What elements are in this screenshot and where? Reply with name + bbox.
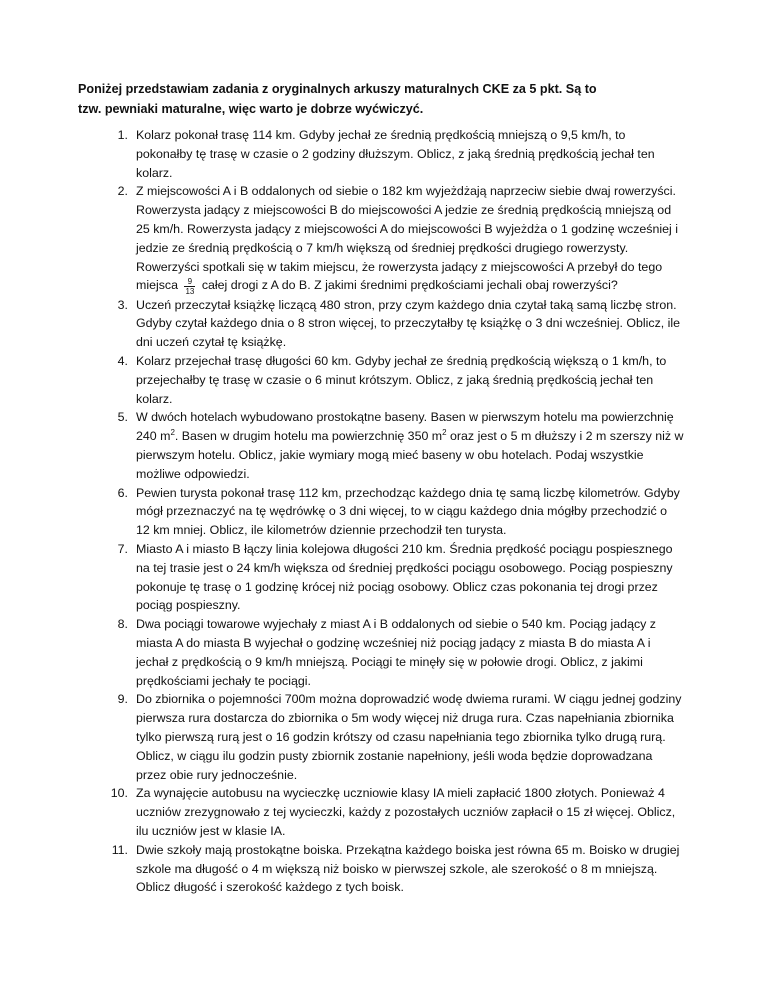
intro-line-2: tzw. pewniaki maturalne, więc warto je dobrze wyćwiczyć.: [78, 102, 424, 116]
task-text: Do zbiornika o pojemności 700m można doprowadzić wodę dwiema rurami. W ciągu jednej godziny pierwsza rura dostarcza do zbiornika o 5m wody więcej niż druga rura. Czas napełniania zbiornika tylko pierwszą rurą jest o 16 godzin krótszy od czasu napełniania tego zbiornika tylko drugą rurą. Oblicz, w ciągu ilu godzin pusty zbiornik zostanie napełniony, jeśli woda będzie doprowadzana przez obie rury jednocześnie.: [136, 692, 682, 782]
task-item-6: [104, 484, 684, 540]
task-number: 1.: [117, 128, 128, 142]
task-text: Za wynajęcie autobusu na wycieczkę uczniowie klasy IA mieli zapłacić 1800 złotych. Ponieważ 4 uczniów zrezygnowało z tej wycieczki, każdy z pozostałych uczniów zapłacił o 15 zł więcej. Oblicz, ilu uczniów jest w klasie IA.: [136, 786, 676, 838]
task-text: W dwóch hotelach wybudowano prostokątne baseny. Basen w pierwszym hotelu ma powierzchnię 240 m: [136, 410, 674, 444]
task-text-continued: całej drogi z A do B. Z jakimi średnimi prędkościami jechali obaj rowerzyści?: [201, 278, 618, 293]
task-item-2: [104, 182, 684, 295]
intro-line-1: Poniżej przedstawiam zadania z oryginalnych arkuszy maturalnych CKE za 5 pkt. Są to: [78, 82, 597, 96]
fraction-denominator: 13: [185, 286, 195, 296]
superscript: 2: [170, 428, 175, 438]
task-number: 2.: [117, 184, 128, 199]
task-item-7: [104, 540, 684, 615]
task-number: 4.: [117, 353, 128, 368]
task-item-3: [104, 296, 684, 352]
task-number: 3.: [117, 297, 128, 312]
intro-paragraph: [78, 79, 678, 119]
task-text: Pewien turysta pokonał trasę 112 km, przechodząc każdego dnia tę samą liczbę kilometrów. Gdyby mógł przeznaczyć na tę wędrówkę o 3 dni więcej, to w ciągu każdego dnia mógłby przechodzić o 12 km mniej. Oblicz, ile kilometrów dziennie przechodził ten turysta.: [136, 485, 680, 538]
task-text-continued: . Basen w drugim hotelu ma powierzchnię 350 m: [174, 429, 443, 444]
task-text: Dwa pociągi towarowe wyjechały z miast A i B oddalonych od siebie o 540 km. Pociąg jadący z miasta A do miasta B wyjechał o godzinę wcześniej niż pociąg jadący z miasta B do miasta A i jechał z prędkością o 9 km/h mniejszą. Pociągi te minęły się w połowie drogi. Oblicz, z jakimi prędkościami jechały te pociągi.: [136, 617, 656, 688]
task-text: Kolarz przejechał trasę długości 60 km. Gdyby jechał ze średnią prędkością większą o 1 km/h, to przejechałby tę trasę w czasie o 6 minut krótszym. Oblicz, z jaką średnią prędkością jechał ten kolarz.: [136, 353, 667, 406]
task-number: 11.: [111, 842, 128, 857]
task-text: Uczeń przeczytał książkę liczącą 480 stron, przy czym każdego dnia czytał taką samą liczbę stron. Gdyby czytał każdego dnia o 8 stron więcej, to przeczytałby tę książkę o 3 dni wcześniej. Oblicz, ile dni uczeń czytał tę książkę.: [136, 297, 681, 350]
task-text: Kolarz pokonał trasę 114 km. Gdyby jechał ze średnią prędkością mniejszą o 9,5 km/h, to pokonałby tę trasę w czasie o 2 godziny dłuższym. Oblicz, z jaką średnią prędkością jechał ten kolarz.: [136, 128, 655, 180]
task-number: 5.: [117, 410, 128, 425]
task-item-10: [104, 784, 684, 840]
task-item-5: [104, 408, 684, 483]
task-number: 6.: [117, 485, 128, 500]
task-text: Miasto A i miasto B łączy linia kolejowa długości 210 km. Średnia prędkość pociągu pospiesznego na tej trasie jest o 24 km/h większa od średniej prędkości pociągu osobowego. Pociąg pospieszny pokonuje tę trasę o 1 godzinę krócej niż pociąg osobowy. Oblicz czas pokonania tej drogi przez pociąg pospieszny.: [136, 541, 673, 613]
task-item-9: [104, 690, 684, 784]
task-text: Dwie szkoły mają prostokątne boiska. Przekątna każdego boiska jest równa 65 m. Boisko w drugiej szkole ma długość o 4 m większą niż boisko w pierwszej szkole, ale szerokość o 8 m mniejszą. Oblicz długość i szerokość każdego z tych boisk.: [136, 842, 680, 895]
fraction: [184, 277, 195, 296]
task-item-4: [104, 352, 684, 408]
task-item-11: [104, 841, 684, 897]
task-list: [104, 126, 684, 897]
fraction-numerator: 9: [184, 277, 195, 287]
superscript: 2: [442, 428, 447, 438]
task-number: 8.: [117, 617, 128, 632]
task-text-continued: oraz jest o 5 m dłuższy i 2 m szerszy niż w pierwszym hotelu. Oblicz, jakie wymiary mogą mieć baseny w obu hotelach. Podaj wszystkie możliwe odpowiedzi.: [136, 429, 684, 481]
task-item-1: [104, 126, 684, 182]
task-item-8: [104, 615, 684, 690]
task-text: Z miejscowości A i B oddalonych od siebie o 182 km wyjeżdżają naprzeciw siebie dwaj rowerzyści. Rowerzysta jadący z miejscowości B do miejscowości A jedzie ze średnią prędkością mniejszą od 25 km/h. Rowerzysta jadący z miejscowości A do miejscowości B wyjeżdża o 1 godzinę wcześniej i jedzie ze średnią prędkością o 7 km/h większą od średniej prędkości drugiego rowerzysty. Rowerzyści spotkali się w takim miejscu, że rowerzysta jadący z miejscowości A przebył do tego miejsca: [136, 184, 678, 293]
task-number: 10.: [110, 786, 128, 801]
task-number: 9.: [117, 692, 128, 707]
task-number: 7.: [117, 541, 128, 556]
